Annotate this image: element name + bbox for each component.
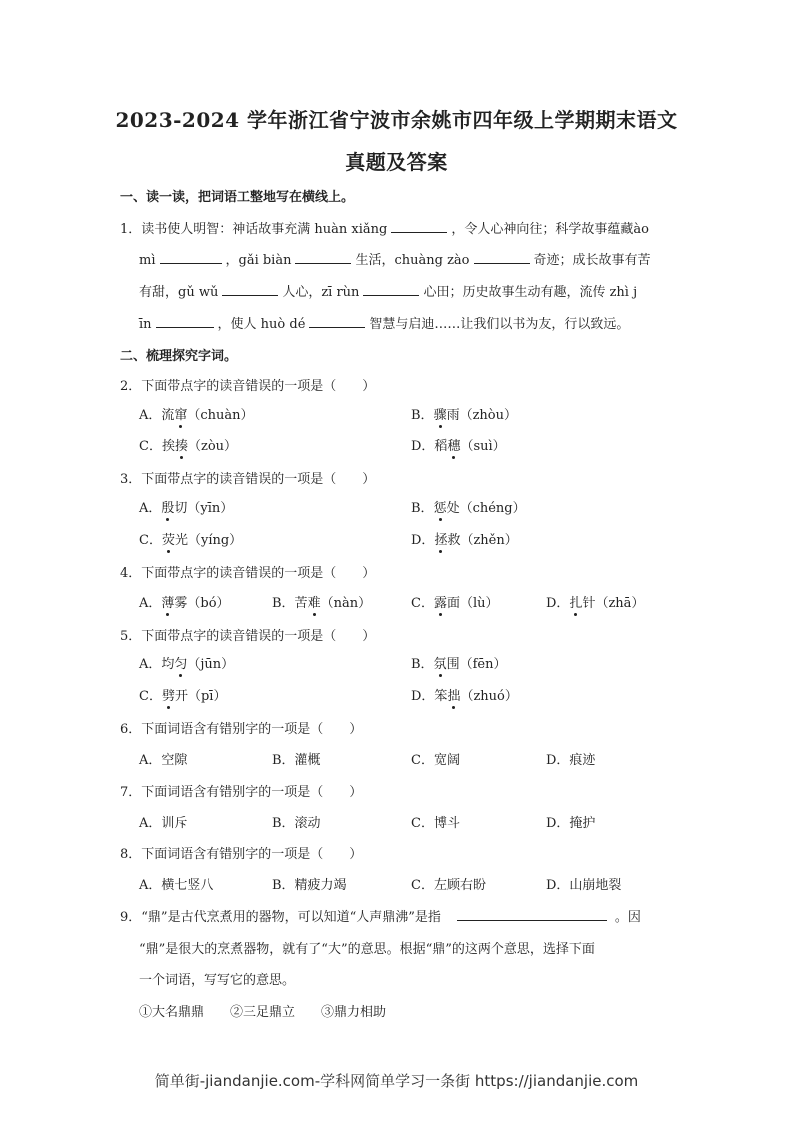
q1-text: mì	[139, 253, 156, 268]
q8-option-c[interactable]: C．左顾右盼	[411, 878, 486, 893]
q1-text: ，gǎi biàn	[225, 253, 292, 268]
q1-blank-1[interactable]	[391, 220, 447, 233]
q4-option-b[interactable]: B．苦难（nàn）	[272, 592, 371, 611]
q4-stem: 4．下面带点字的读音错误的一项是（ ）	[120, 566, 376, 581]
q1-blank-2[interactable]	[160, 251, 222, 264]
q8-stem: 8．下面词语含有错别字的一项是（ ）	[120, 847, 363, 862]
q8-option-d[interactable]: D．山崩地裂	[546, 878, 622, 893]
q1-text: 人心，zī rùn	[282, 285, 360, 300]
q3-option-d[interactable]: D．拯救（zhěn）	[411, 529, 518, 548]
q1-line3	[139, 281, 637, 300]
q5-option-b[interactable]: B．氛围（fēn）	[411, 653, 506, 672]
q7-option-b[interactable]: B．滚动	[272, 816, 321, 831]
q1-blank-5[interactable]	[222, 283, 278, 296]
q5-stem: 5．下面带点字的读音错误的一项是（ ）	[120, 629, 376, 644]
q6-option-b[interactable]: B．灌概	[272, 753, 321, 768]
q7-option-a[interactable]: A．训斥	[139, 816, 188, 831]
section2-heading: 二、梳理探究字词。	[120, 349, 238, 364]
q5-option-a[interactable]: A．均匀（jūn）	[139, 653, 234, 672]
document-title-line1: 2023-2024 学年浙江省宁波市余姚市四年级上学期期末语文	[115, 108, 678, 132]
q5-option-c[interactable]: C．劈开（pī）	[139, 685, 226, 704]
q9-line2: “鼎”是很大的烹煮器物，就有了“大”的意思。根据“鼎”的这两个意思，选择下面	[139, 942, 595, 957]
q2-option-b[interactable]: B．骤雨（zhòu）	[411, 404, 517, 423]
q1-blank-7[interactable]	[156, 315, 214, 328]
q1-text: ，令人心神向往；科学故事蕴藏ào	[451, 222, 649, 237]
q8-option-b[interactable]: B．精疲力竭	[272, 878, 347, 893]
q1-line2	[139, 249, 651, 268]
q9-options: ①大名鼎鼎 ②三足鼎立 ③鼎力相助	[139, 1005, 387, 1020]
q1-text: 有甜，gǔ wǔ	[139, 285, 219, 300]
q6-option-a[interactable]: A．空隙	[139, 753, 188, 768]
q1-blank-4[interactable]	[474, 251, 530, 264]
q7-stem: 7．下面词语含有错别字的一项是（ ）	[120, 785, 363, 800]
q3-option-c[interactable]: C．荧光（yíng）	[139, 529, 242, 548]
q6-option-c[interactable]: C．宽阔	[411, 753, 460, 768]
q4-option-a[interactable]: A．薄雾（bó）	[139, 592, 230, 611]
q8-option-a[interactable]: A．横七竖八	[139, 878, 214, 893]
q1-text: 心田；历史故事生动有趣，流传 zhì j	[423, 285, 638, 300]
footer-watermark: 简单街-jiandanjie.com-学科网简单学习一条街 https://jiandanjie.com	[154, 1072, 639, 1090]
q7-option-d[interactable]: D．掩护	[546, 816, 596, 831]
q1-text: 智慧与启迪……让我们以书为友，行以致远。	[369, 317, 630, 332]
q2-option-a[interactable]: A．流窜（chuàn）	[139, 404, 254, 423]
document-title-line2: 真题及答案	[345, 150, 448, 174]
q1-text: 生活，chuàng zào	[355, 253, 470, 268]
q1-line4	[139, 313, 629, 332]
q4-option-c[interactable]: C．露面（lù）	[411, 592, 499, 611]
section1-heading: 一、读一读，把词语工整地写在横线上。	[120, 190, 355, 205]
q6-stem: 6．下面词语含有错别字的一项是（ ）	[120, 722, 363, 737]
q3-stem: 3．下面带点字的读音错误的一项是（ ）	[120, 472, 376, 487]
q1-text: 1．读书使人明智：神话故事充满 huàn xiǎng	[120, 222, 388, 237]
q7-option-c[interactable]: C．博斗	[411, 816, 460, 831]
q4-option-d[interactable]: D．扎针（zhā）	[546, 592, 644, 611]
q9-blank[interactable]	[457, 908, 607, 921]
q2-stem: 2．下面带点字的读音错误的一项是（ ）	[120, 379, 376, 394]
q1-blank-8[interactable]	[309, 315, 365, 328]
q3-option-b[interactable]: B．惩处（chéng）	[411, 497, 526, 516]
q2-option-c[interactable]: C．挨揍（zòu）	[139, 435, 237, 454]
q2-option-d[interactable]: D．稻穗（suì）	[411, 435, 506, 454]
q1-blank-6[interactable]	[363, 283, 419, 296]
q9-line1: 9．“鼎”是古代烹煮用的器物，可以知道“人声鼎沸”是指 。因	[120, 910, 641, 925]
q1-blank-3[interactable]	[295, 251, 351, 264]
q6-option-d[interactable]: D．痕迹	[546, 753, 596, 768]
q9-line3: 一个词语，写写它的意思。	[139, 973, 296, 988]
q3-option-a[interactable]: A．殷切（yīn）	[139, 497, 233, 516]
q1-text: 奇迹；成长故事有苦	[533, 253, 651, 268]
q1-text: īn	[139, 317, 152, 332]
q1-line1	[120, 218, 649, 237]
q5-option-d[interactable]: D．笨拙（zhuó）	[411, 685, 518, 704]
q1-text: ，使人 huò dé	[217, 317, 306, 332]
